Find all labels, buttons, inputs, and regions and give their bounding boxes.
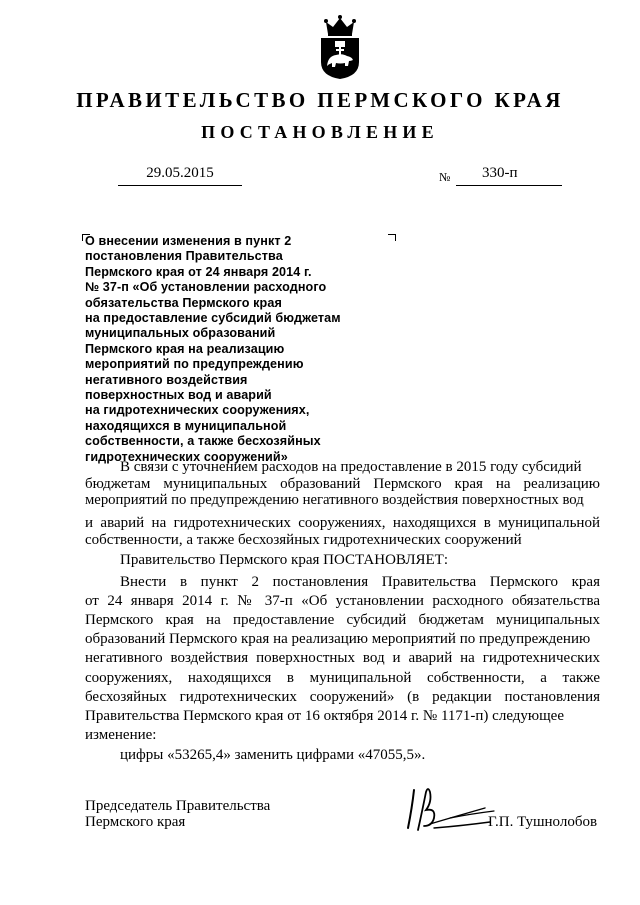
subject-left-bracket <box>82 234 90 241</box>
handwritten-signature <box>390 778 500 838</box>
subject-line: на предоставление субсидий бюджетам <box>85 311 341 326</box>
body-line: бесхозяйных гидротехнических сооружений» (в редакции постановления <box>85 689 600 705</box>
body-line: образований Пермского края на реализацию мероприятий по предупреждению <box>85 631 591 647</box>
subject-line: Пермского края на реализацию <box>85 341 285 356</box>
document-type: ПОСТАНОВЛЕНИЕ <box>201 122 439 142</box>
document-number: 330-п <box>482 165 518 181</box>
subject-line: мероприятий по предупреждению <box>85 357 304 372</box>
coat-of-arms-emblem <box>318 14 362 80</box>
subject-line: находящихся в муниципальной <box>85 418 287 433</box>
subject-line: обязательства Пермского края <box>85 295 282 310</box>
body-line: Внести в пункт 2 постановления Правительства Пермского края <box>120 574 600 590</box>
body-line: Правительства Пермского края от 16 октября 2014 г. № 1171-п) следующее <box>85 708 564 724</box>
body-line: бюджетам муниципальных образований Пермского края на реализацию <box>85 476 600 492</box>
body-line: и аварий на гидротехнических сооружениях, находящихся в муниципальной <box>85 515 600 531</box>
body-line: мероприятий по предупреждению негативного воздействия поверхностных вод <box>85 492 584 508</box>
body-line: В связи с уточнением расходов на предоставление в 2015 году субсидий <box>120 459 582 475</box>
subject-line: гидротехнических сооружений» <box>85 449 288 464</box>
document-number-field <box>456 165 562 186</box>
body-line: Правительство Пермского края ПОСТАНОВЛЯЕТ: <box>120 552 449 568</box>
body-line: Пермского края на предоставление субсидий бюджетам муниципальных <box>85 612 600 628</box>
subject-line: О внесении изменения в пункт 2 <box>85 234 292 248</box>
subject-line: № 37-п «Об установлении расходного <box>85 280 327 295</box>
body-line: цифры «53265,4» заменить цифрами «47055,5». <box>120 747 426 763</box>
subject-line: Пермского края от 24 января 2014 г. <box>85 264 312 279</box>
subject-right-bracket <box>388 234 396 241</box>
document-date: 29.05.2015 <box>118 165 242 186</box>
number-sign: № <box>439 170 451 184</box>
document-subject <box>85 234 385 465</box>
body-line: изменение: <box>85 727 157 743</box>
subject-line: на гидротехнических сооружениях, <box>85 403 310 418</box>
signatory-position-line: Пермского края <box>85 814 186 830</box>
subject-line: постановления Правительства <box>85 249 283 264</box>
body-line: собственности, а также бесхозяйных гидротехнических сооружений <box>85 532 522 548</box>
subject-line: негативного воздействия <box>85 372 248 387</box>
subject-line: собственности, а также бесхозяйных <box>85 434 321 449</box>
subject-line: поверхностных вод и аварий <box>85 388 272 403</box>
signatory-position <box>85 798 270 830</box>
body-line: сооружениях, находящихся в муниципальной собственности, а также <box>85 670 600 686</box>
signatory-name: Г.П. Тушнолобов <box>488 814 598 830</box>
signatory-position-line: Председатель Правительства <box>85 798 271 814</box>
body-line: от 24 января 2014 г. № 37-п «Об установлении расходного обязательства <box>85 593 600 609</box>
government-title: ПРАВИТЕЛЬСТВО ПЕРМСКОГО КРАЯ <box>76 88 564 112</box>
subject-line: муниципальных образований <box>85 326 276 341</box>
body-line: негативного воздействия поверхностных вод и аварий на гидротехнических <box>85 650 600 666</box>
